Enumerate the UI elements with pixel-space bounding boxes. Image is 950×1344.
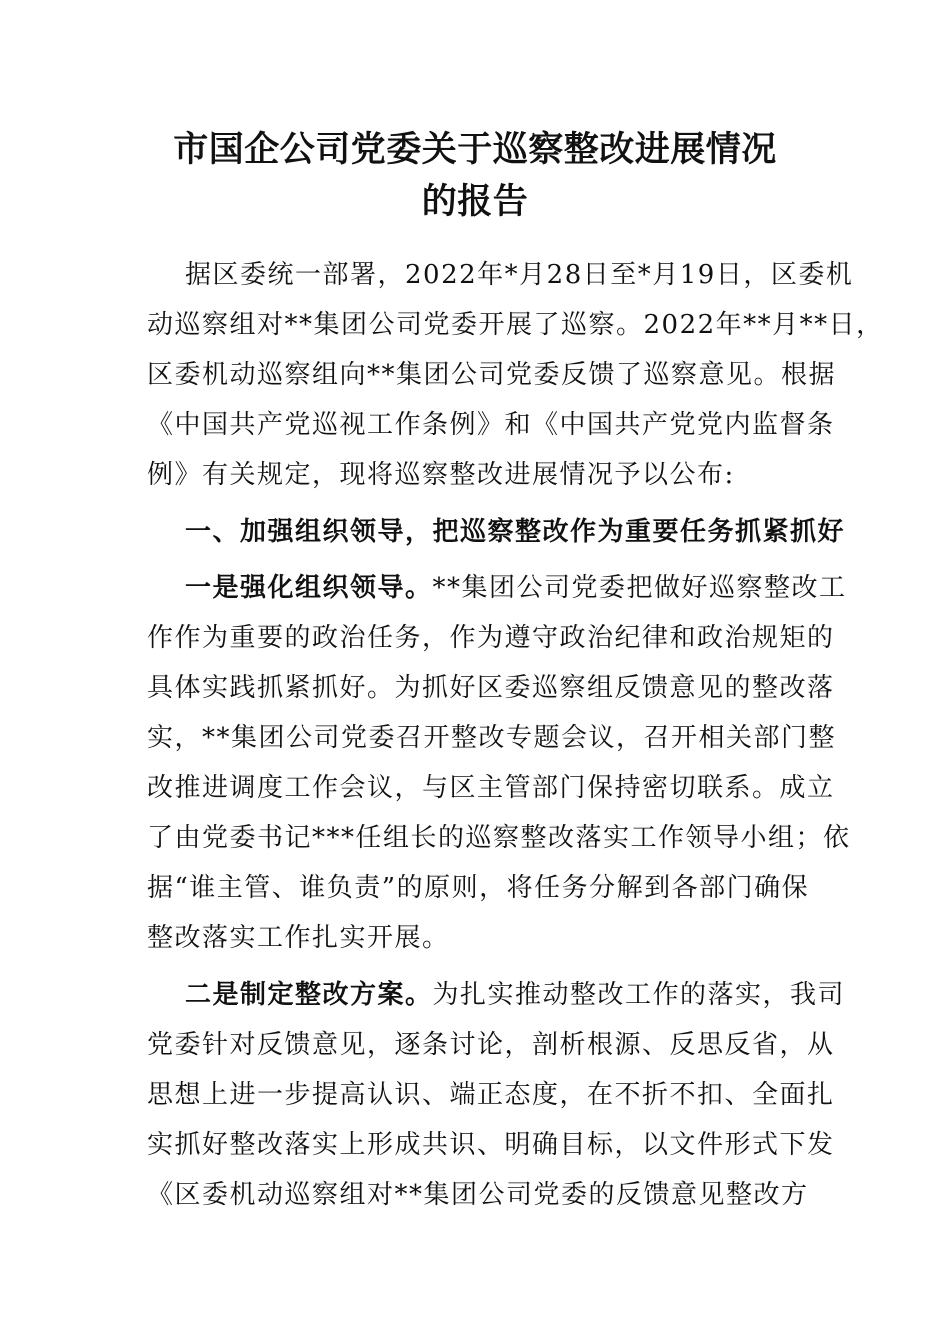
paragraph-lead: 一是强化组织领导。 — [185, 573, 433, 603]
intro-line: 动巡察组对**集团公司党委开展了巡察。2022年**月**日， — [147, 310, 884, 340]
paragraph-lead: 二是制定整改方案。 — [185, 980, 433, 1010]
document-title: 市国企公司党委关于巡察整改进展情况 — [173, 129, 777, 170]
paragraph-line: 实抓好整改落实上形成共识、明确目标，以文件形式下发 — [147, 1130, 835, 1160]
paragraph-line: 了由党委书记***任组长的巡察整改落实工作领导小组；依 — [147, 823, 851, 853]
paragraph-text: 为扎实推动整改工作的落实，我司 — [432, 980, 846, 1010]
paragraph-line: 整改落实工作扎实开展。 — [147, 923, 450, 953]
document-title-continued: 的报告 — [421, 181, 529, 222]
intro-line: 《中国共产党巡视工作条例》和《中国共产党党内监督条 — [147, 410, 835, 440]
paragraph-text: **集团公司党委把做好巡察整改工 — [432, 573, 847, 603]
paragraph-line: 《区委机动巡察组对**集团公司党委的反馈意见整改方 — [147, 1180, 809, 1210]
paragraph-line: 实，**集团公司党委召开整改专题会议，召开相关部门整 — [147, 723, 837, 753]
intro-line: 区委机动巡察组向**集团公司党委反馈了巡察意见。根据 — [147, 360, 837, 390]
paragraph-line: 据“谁主管、谁负责”的原则，将任务分解到各部门确保 — [147, 873, 810, 903]
section-heading: 一、加强组织领导，把巡察整改作为重要任务抓紧抓好 — [185, 517, 846, 547]
intro-line: 据区委统一部署，2022年*月28日至*月19日，区委机 — [185, 260, 854, 290]
paragraph-line: 思想上进一步提高认识、端正态度，在不折不扣、全面扎 — [147, 1080, 835, 1110]
paragraph-line: 改推进调度工作会议，与区主管部门保持密切联系。成立 — [147, 773, 835, 803]
paragraph-line — [185, 975, 846, 1015]
paragraph-line: 作作为重要的政治任务，作为遵守政治纪律和政治规矩的 — [147, 623, 835, 653]
intro-line: 例》有关规定，现将巡察整改进展情况予以公布: — [147, 460, 735, 490]
paragraph-line: 党委针对反馈意见，逐条讨论，剖析根源、反思反省，从 — [147, 1030, 835, 1060]
paragraph-line: 具体实践抓紧抓好。为抓好区委巡察组反馈意见的整改落 — [147, 673, 835, 703]
paragraph-line — [185, 568, 847, 608]
